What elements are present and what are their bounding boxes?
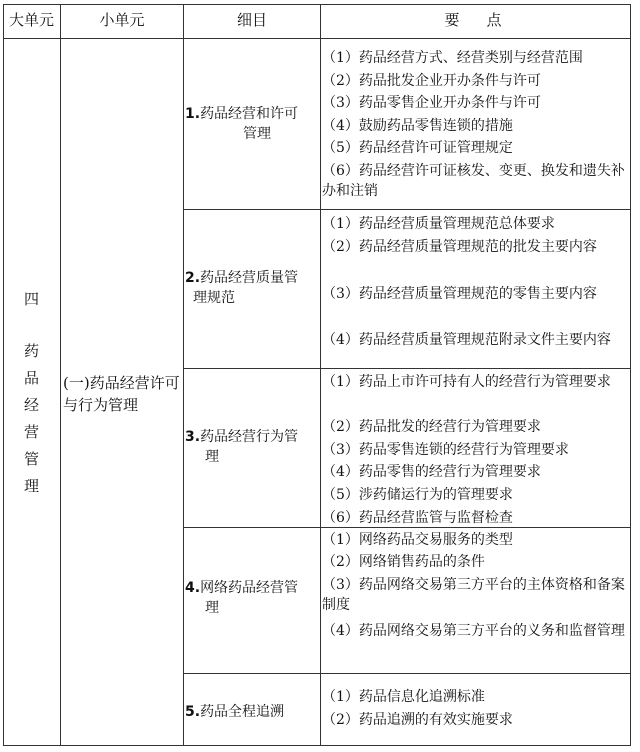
row-divider-1 bbox=[183, 209, 631, 210]
points-5-2: （2）药品追溯的有效实施要求 bbox=[322, 712, 513, 728]
detail-4 bbox=[185, 578, 319, 618]
detail-4-line1: 网络药品经营管 bbox=[200, 580, 299, 596]
points-1-2: （2）药品批发企业开办条件与许可 bbox=[322, 73, 541, 89]
col-divider-1 bbox=[60, 4, 61, 746]
points-4-3: （3）药品网络交易第三方平台的主体资格和备案制度 bbox=[322, 577, 625, 613]
row-divider-2 bbox=[183, 368, 631, 369]
big-unit-char-5: 管 bbox=[23, 450, 39, 468]
points-1-4: （4）鼓励药品零售连锁的措施 bbox=[322, 118, 513, 134]
detail-5 bbox=[185, 702, 319, 722]
detail-5-num: 5. bbox=[185, 704, 201, 720]
big-unit-number: 四 bbox=[23, 290, 39, 308]
points-4-1: （1）网络药品交易服务的类型 bbox=[322, 532, 513, 548]
detail-2-line1: 药品经营质量管 bbox=[200, 270, 299, 286]
detail-5-line1: 药品全程追溯 bbox=[200, 704, 285, 720]
detail-4-line2: 理 bbox=[205, 600, 219, 616]
points-3-5: （5）涉药储运行为的管理要求 bbox=[322, 487, 513, 503]
points-2-4: （4）药品经营质量管理规范附录文件主要内容 bbox=[322, 332, 611, 348]
points-3-3: （3）药品零售连锁的经营行为管理要求 bbox=[322, 442, 569, 458]
row-divider-3 bbox=[183, 527, 631, 528]
detail-4-num: 4. bbox=[185, 580, 201, 596]
big-unit-char-4: 营 bbox=[23, 423, 39, 441]
points-3-6: （6）药品经营监管与监督检查 bbox=[322, 510, 513, 526]
col-divider-2 bbox=[183, 4, 184, 746]
detail-3-num: 3. bbox=[185, 429, 201, 445]
points-2-3: （3）药品经营质量管理规范的零售主要内容 bbox=[322, 286, 597, 302]
big-unit-char-6: 理 bbox=[23, 477, 39, 495]
detail-2-num: 2. bbox=[185, 270, 201, 286]
big-unit-char-3: 经 bbox=[23, 396, 39, 414]
detail-2-line2: 理规范 bbox=[193, 290, 235, 306]
points-4-2: （2）网络销售药品的条件 bbox=[322, 554, 485, 570]
detail-3-line1: 药品经营行为管 bbox=[200, 429, 299, 445]
detail-2 bbox=[185, 268, 319, 308]
big-unit-char-2: 品 bbox=[23, 369, 39, 387]
points-3-4: （4）药品零售的经营行为管理要求 bbox=[322, 464, 541, 480]
header-small-unit: 小单元 bbox=[99, 11, 145, 29]
header-divider bbox=[3, 38, 631, 39]
small-unit-label: (一)药品经营许可与行为管理 bbox=[63, 374, 180, 414]
detail-1 bbox=[185, 104, 319, 144]
points-3-2: （2）药品批发的经营行为管理要求 bbox=[322, 419, 541, 435]
row-divider-4 bbox=[183, 673, 631, 674]
detail-3-line2: 理 bbox=[205, 449, 219, 465]
big-unit-char-1: 药 bbox=[23, 342, 39, 360]
points-1-5: （5）药品经营许可证管理规定 bbox=[322, 140, 513, 156]
points-1-3: （3）药品零售企业开办条件与许可 bbox=[322, 95, 541, 111]
points-4-4: （4）药品网络交易第三方平台的义务和监督管理 bbox=[322, 623, 625, 639]
points-1-1: （1）药品经营方式、经营类别与经营范围 bbox=[322, 50, 583, 66]
header-points: 要 点 bbox=[444, 11, 508, 29]
header-detail: 细目 bbox=[236, 11, 267, 29]
col-divider-3 bbox=[320, 4, 321, 746]
points-2-1: （1）药品经营质量管理规范总体要求 bbox=[322, 216, 555, 232]
detail-1-line2: 管理 bbox=[243, 126, 271, 142]
points-2-2: （2）药品经营质量管理规范的批发主要内容 bbox=[322, 239, 597, 255]
detail-1-num: 1. bbox=[185, 106, 201, 122]
detail-1-line1: 药品经营和许可 bbox=[200, 106, 299, 122]
points-5-1: （1）药品信息化追溯标准 bbox=[322, 689, 485, 705]
header-big-unit: 大单元 bbox=[8, 11, 54, 29]
points-3-1: （1）药品上市许可持有人的经营行为管理要求 bbox=[322, 374, 611, 390]
points-1-6: （6）药品经营许可证核发、变更、换发和遗失补办和注销 bbox=[322, 163, 625, 199]
detail-3 bbox=[185, 427, 319, 467]
